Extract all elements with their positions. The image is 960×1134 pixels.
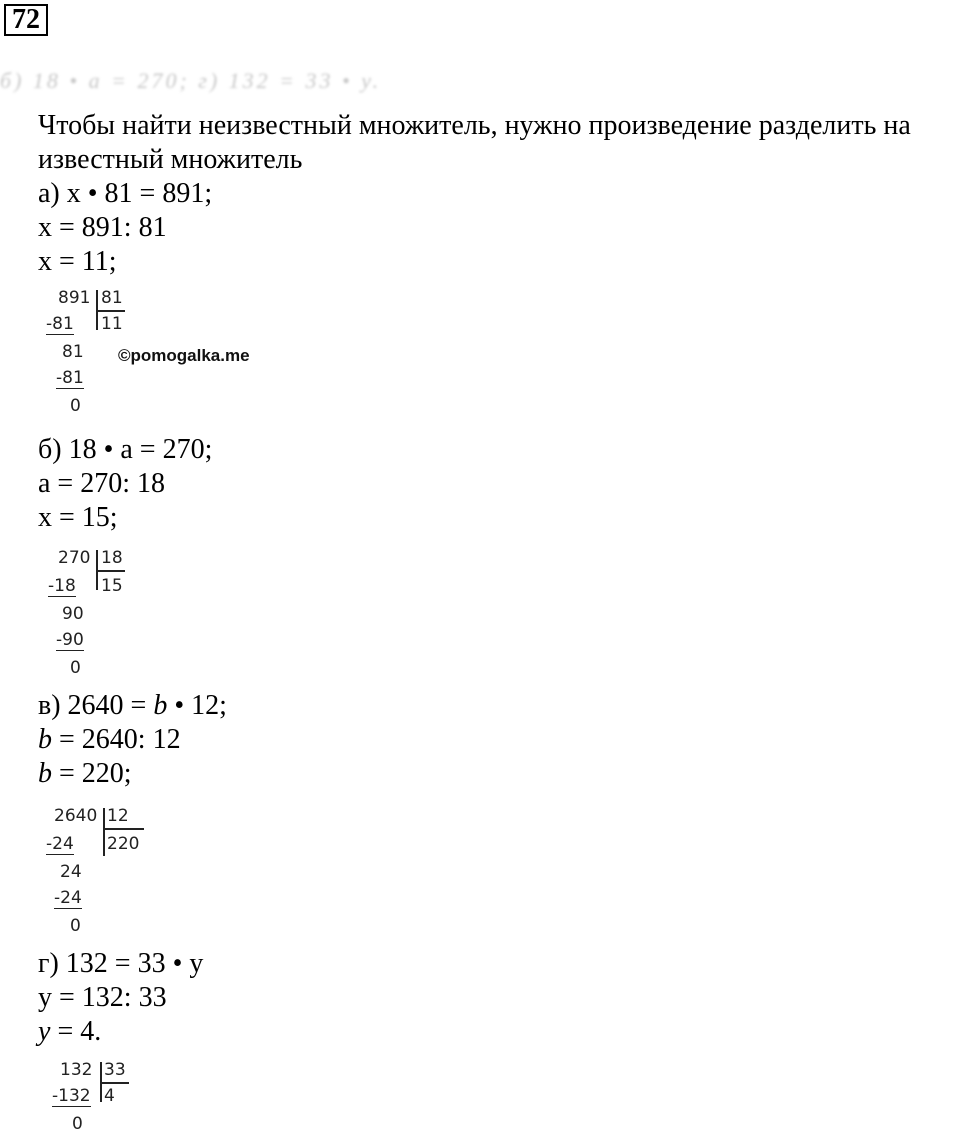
part-b-long-division bbox=[0, 548, 200, 680]
remainder: 0 bbox=[70, 916, 81, 936]
part-c-long-division bbox=[0, 806, 200, 938]
quotient: 15 bbox=[101, 576, 123, 596]
quotient: 11 bbox=[101, 314, 123, 334]
part-c-equation: в) 2640 = b • 12; bbox=[38, 690, 227, 721]
dividend: 2640 bbox=[54, 806, 98, 826]
watermark: ©pomogalka.me bbox=[118, 346, 250, 365]
subtrahend: -18 bbox=[48, 576, 76, 596]
part-a-equation: а) x • 81 = 891; bbox=[38, 178, 213, 209]
part-b-answer: x = 15; bbox=[38, 502, 118, 533]
part-c-step: b = 2640: 12 bbox=[38, 724, 181, 755]
remainder: 0 bbox=[70, 396, 81, 416]
divisor: 81 bbox=[101, 288, 123, 308]
dividend: 891 bbox=[58, 288, 91, 308]
quotient: 220 bbox=[107, 834, 140, 854]
part-b-step: а = 270: 18 bbox=[38, 468, 165, 499]
variable-b: b bbox=[153, 690, 168, 721]
subtrahend: -90 bbox=[56, 630, 84, 650]
part-b-equation: б) 18 • а = 270; bbox=[38, 434, 213, 465]
part-d-answer: y = 4. bbox=[38, 1016, 102, 1047]
divisor: 12 bbox=[107, 806, 129, 826]
part-a-step: x = 891: 81 bbox=[38, 212, 167, 243]
rule-text-line-2: известный множитель bbox=[38, 144, 303, 175]
subtrahend: -24 bbox=[54, 888, 82, 908]
subtrahend: -81 bbox=[56, 368, 84, 388]
problem-number: 72 bbox=[4, 4, 48, 36]
quotient: 4 bbox=[104, 1086, 115, 1106]
remainder: 0 bbox=[70, 658, 81, 678]
remainder-step: 81 bbox=[62, 342, 84, 362]
divisor: 33 bbox=[104, 1060, 126, 1080]
part-d-long-division bbox=[0, 1060, 200, 1134]
subtrahend: -24 bbox=[46, 834, 74, 854]
dividend: 132 bbox=[60, 1060, 93, 1080]
dividend: 270 bbox=[58, 548, 91, 568]
part-c-answer: b = 220; bbox=[38, 758, 132, 789]
faded-header-text: б) 18 • а = 270; г) 132 = 33 • у. bbox=[0, 68, 382, 93]
rule-text-line-1: Чтобы найти неизвестный множитель, нужно произведение разделить на bbox=[38, 110, 911, 141]
part-d-step: у = 132: 33 bbox=[38, 982, 167, 1013]
subtrahend: -81 bbox=[46, 314, 74, 334]
remainder-step: 90 bbox=[62, 604, 84, 624]
part-d-equation: г) 132 = 33 • у bbox=[38, 948, 204, 979]
part-a-answer: x = 11; bbox=[38, 246, 117, 277]
remainder: 0 bbox=[72, 1114, 83, 1134]
subtrahend: -132 bbox=[52, 1086, 91, 1106]
divisor: 18 bbox=[101, 548, 123, 568]
remainder-step: 24 bbox=[60, 862, 82, 882]
